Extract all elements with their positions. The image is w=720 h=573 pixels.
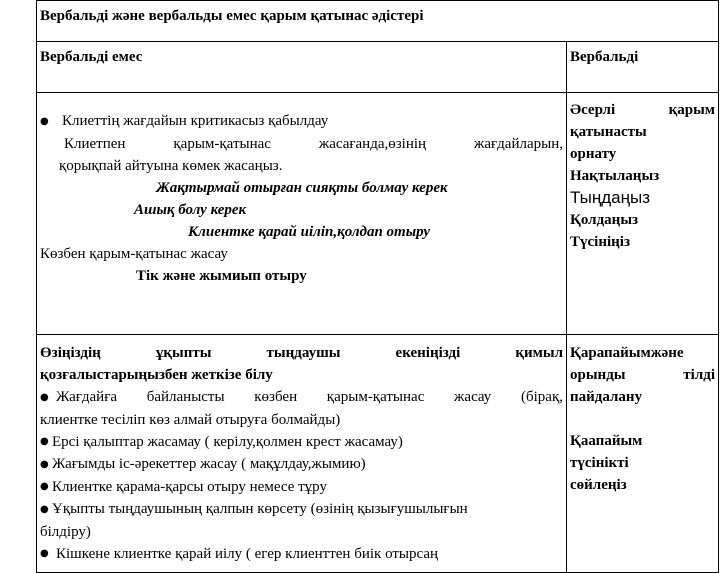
list-item: білдіру): [40, 523, 91, 540]
bullet-icon: ●: [40, 458, 49, 470]
list-item: ● Жағымды іс-әрекеттер жасау ( мақұлдау,жымию): [40, 453, 563, 476]
list-item: Қаапайым: [570, 433, 643, 449]
row1-nonverbal-cell: [37, 93, 567, 335]
list-item: Жақтырмай отырған сияқты болмау керек: [156, 179, 448, 196]
table-row: [37, 335, 719, 573]
list-item: ● Кішкене клиентке қарай иілу ( егер клиенттен биік отырсаң: [40, 543, 563, 566]
list-item: Тыңдаңыз: [570, 188, 651, 207]
list-item: ● Клиентке қарама-қарсы отыру немесе тұру: [40, 476, 563, 499]
list-item: орынды тілді: [570, 367, 716, 383]
header-verbal: Вербальді: [567, 42, 719, 93]
list-item: қатынасты: [570, 124, 647, 140]
row2-nonverbal-cell: [37, 335, 567, 573]
list-item: ● Клиеттің жағдайын критикасыз қабылдау: [40, 110, 563, 133]
title-row: [37, 1, 719, 42]
bullet-icon: ●: [40, 548, 49, 560]
list-item: Түсініңіз: [570, 234, 630, 250]
list-item: Өзіңіздің ұқыпты тыңдаушы екеніңізді қимыл: [40, 345, 563, 361]
list-item: ● Ерсі қалыптар жасамау ( керілу,қолмен крест жасамау): [40, 431, 563, 454]
list-item: ● Ұқыпты тыңдаушының қалпын көрсету (өзінің қызығушылығын: [40, 498, 563, 521]
list-item: түсінікті: [570, 455, 629, 471]
bullet-icon: ●: [40, 481, 49, 493]
bullet-icon: ●: [40, 503, 49, 515]
spacer: [570, 408, 715, 430]
bullet-icon: ●: [40, 391, 49, 403]
bullet-icon: ●: [40, 115, 49, 127]
bullet-icon: ●: [40, 436, 49, 448]
row2-verbal-cell: [567, 335, 719, 573]
list-item: ● Жағдайға байланысты көзбен қарым-қатынас жасау (бірақ,: [40, 386, 563, 409]
list-item: сөйлеңіз: [570, 477, 627, 493]
header-nonverbal: Вербальді емес: [37, 42, 567, 93]
methods-table: [36, 0, 719, 573]
list-item: клиентке тесіліп көз алмай отыруға болмайды): [40, 411, 341, 428]
list-item: қорықпай айтуына көмек жасаңыз.: [59, 157, 283, 174]
list-item: Клиетпен қарым-қатынас жасағанда,өзінің жағдайларын,: [64, 135, 563, 152]
list-item: қозғалыстарыңызбен жеткізе білу: [40, 367, 273, 383]
list-item: Қолдаңыз: [570, 212, 639, 228]
list-item: Нақтылаңыз: [570, 168, 660, 184]
list-item: пайдалану: [570, 389, 643, 405]
list-item: Әсерлі қарым: [570, 102, 716, 118]
list-item: Ашық болу керек: [134, 201, 247, 218]
row1-verbal-cell: [567, 93, 719, 335]
header-row: [37, 42, 719, 93]
table-title: Вербальді және вербальды емес қарым қатынас әдістері: [37, 1, 719, 42]
list-item: орнату: [570, 146, 617, 162]
list-item: Қарапайымжәне: [570, 345, 684, 361]
list-item: Тік және жымиып отыру: [136, 267, 307, 284]
list-item: Көзбен қарым-қатынас жасау: [40, 245, 228, 262]
list-item: Клиентке қарай иіліп,қолдап отыру: [188, 223, 431, 240]
table-row: [37, 93, 719, 335]
